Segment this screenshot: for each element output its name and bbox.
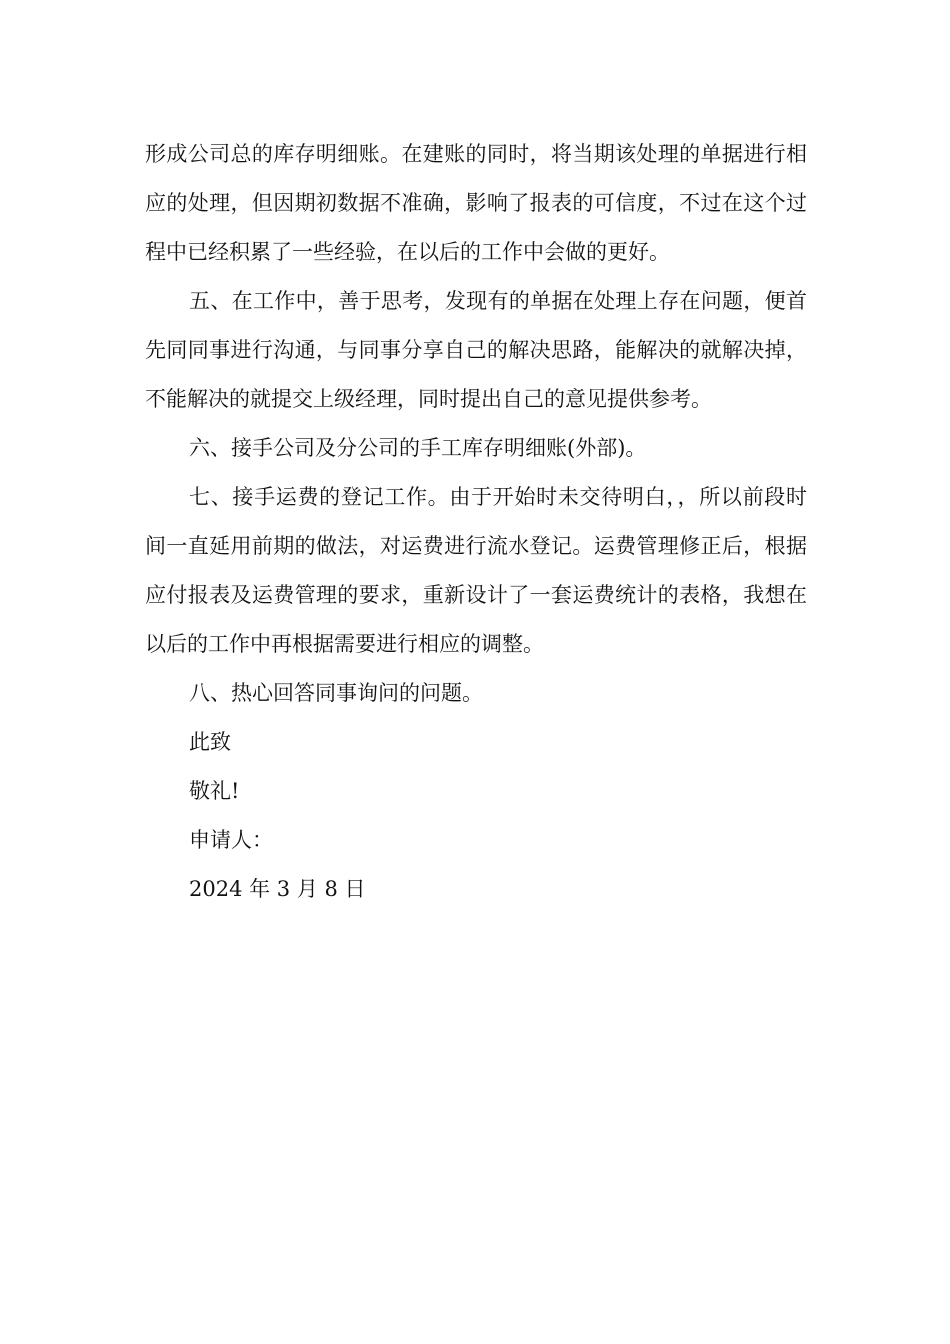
paragraph-item-six: 六、接手公司及分公司的手工库存明细账(外部)。 [189,436,647,460]
document-body [145,130,807,914]
closing-salutation: 此致 [189,730,231,754]
document-date: 2024 年 3 月 8 日 [189,877,366,901]
paragraph-item-five: 五、在工作中，善于思考，发现有的单据在处理上存在问题，便首先同同事进行沟通，与同事分享自己的解决思路，能解决的就解决掉，不能解决的就提交上级经理，同时提出自己的意见提供参考。 [145,289,807,411]
paragraph-item-eight: 八、热心回答同事询问的问题。 [189,681,483,705]
paragraph-item-seven: 七、接手运费的登记工作。由于开始时未交待明白，，所以前段时间一直延用前期的做法，对运费进行流水登记。运费管理修正后，根据应付报表及运费管理的要求，重新设计了一套运费统计的表格，我想在以后的工作中再根据需要进行相应的调整。 [145,485,807,656]
paragraph-inventory-ledger: 形成公司总的库存明细账。在建账的同时，将当期该处理的单据进行相应的处理，但因期初数据不准确，影响了报表的可信度，不过在这个过程中已经积累了一些经验，在以后的工作中会做的更好。 [145,142,807,264]
closing-regards: 敬礼! [189,779,240,803]
applicant-label: 申请人： [189,828,273,852]
